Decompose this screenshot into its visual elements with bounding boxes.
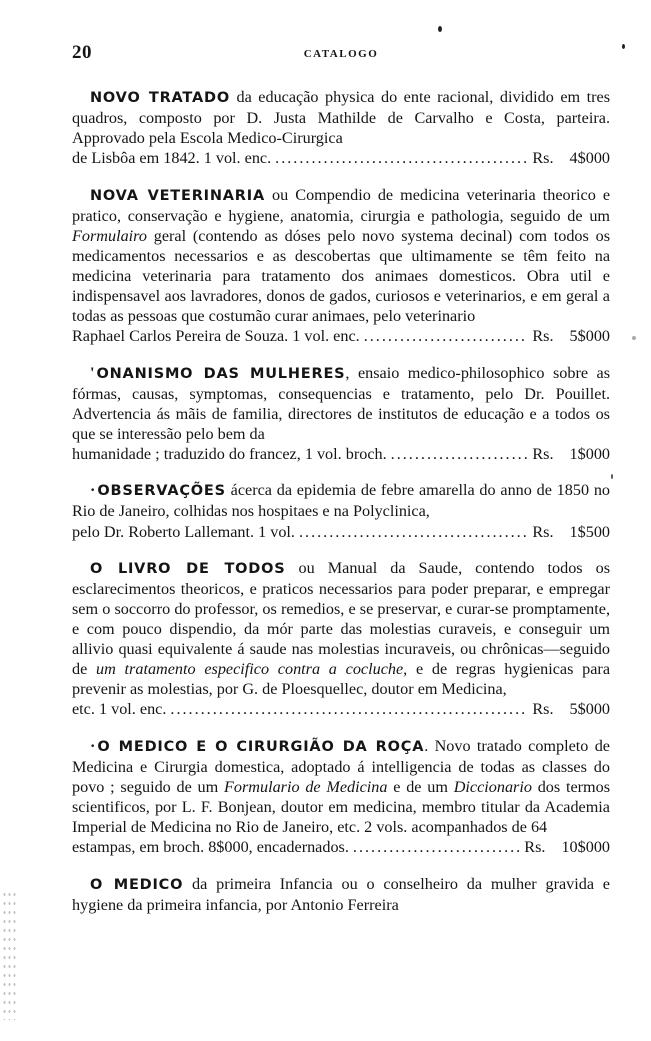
entry-currency: Rs. (532, 327, 554, 346)
entry-description: dos termos scientificos, por L. F. Bonjean, doutor em medicina, membro titular da Academia Imperial de Medicina no Rio de Janeiro, etc. 2 vols. acompanhados de 64 (72, 777, 611, 837)
catalog-entry (72, 185, 610, 347)
entry-mark: · (90, 736, 96, 755)
entry-description: , ensaio medico-philosophico sobre as fórmas, causas, symptomas, consequencias e tratamento, pelo Dr. Pouillet. Advertencia ás mãis de familia, directores de institutos de educação e a todos os que se interessão pelo bem da (72, 363, 610, 443)
entry-price: 4$000 (569, 149, 610, 168)
entry-italic-title: Formulairo (72, 226, 147, 245)
entry-currency: Rs. (532, 522, 554, 541)
entry-heading: O MEDICO E O CIRURGIÃO DA ROÇA (97, 738, 425, 755)
entry-heading: O LIVRO DE TODOS (90, 560, 286, 577)
catalog-entry (72, 558, 610, 720)
entry-price: 1$000 (569, 445, 610, 464)
entry-price-lead: Raphael Carlos Pereira de Souza. 1 vol. enc. (72, 327, 360, 346)
entry-description: . Novo tratado completo de Medicina e Cirurgia domestica, adoptado á intelligencia de todas as classes do povo ; seguido de um (72, 736, 610, 796)
entry-italic-title: Formulario de Medicina (224, 777, 388, 796)
catalog-entry (72, 736, 610, 858)
entry-heading: NOVO TRATADO (90, 90, 230, 107)
scan-speck (438, 26, 442, 32)
entry-heading: OBSERVAÇÕES (97, 483, 226, 500)
entry-price-line (72, 837, 610, 857)
entry-price: 5$000 (569, 700, 610, 719)
scan-margin-noise (2, 890, 16, 1020)
entry-description: ácerca da epidemia de febre amarella do anno de 1850 no Rio de Janeiro, colhidas nos hospitaes e na Polyclinica, (72, 481, 611, 521)
page-header (72, 42, 610, 66)
entry-italic-title: um tratamento especifico contra a cocluche (96, 660, 404, 679)
entry-price: 5$000 (569, 327, 610, 346)
running-title: CATALOGO (303, 48, 379, 60)
entry-description: ou Compendio de medicina veterinaria theorico e pratico, conservação e hygiene, anatomia, cirurgia e pathologia, seguido de um (72, 185, 610, 225)
leader-dots (364, 326, 529, 346)
entry-mark: · (90, 481, 96, 500)
entry-currency: Rs. (524, 838, 546, 857)
entry-price-lead: de Lisbôa em 1842. 1 vol. enc. (72, 149, 272, 168)
entry-currency: Rs. (532, 445, 554, 464)
entry-price-lead: humanidade ; traduzido do francez, 1 vol. broch. (72, 445, 387, 464)
entry-price-lead: etc. 1 vol. enc. (72, 700, 167, 719)
leader-dots (170, 699, 528, 719)
leader-dots (275, 148, 528, 168)
scan-speck (622, 44, 625, 49)
catalog-entry (72, 480, 610, 541)
catalog-entries (72, 71, 610, 923)
entry-currency: Rs. (532, 700, 554, 719)
entry-description: geral (contendo as dóses pelo novo systema decinal) com todos os medicamentos necessarios e as descobertas que ultimamente se têm feito na medicina veterinaria para tratamento dos animaes domesticos. Obra util e indispensavel aos lavradores, donos de gados, curiosos e veterinarios, e em geral a todas as pessoas que costumão curar animaes, pelo veterinario (72, 226, 611, 326)
scan-speck (611, 474, 613, 479)
entry-heading: ONANISMO DAS MULHERES (96, 365, 346, 382)
page-number: 20 (72, 42, 92, 63)
entry-description: e de um (393, 777, 448, 796)
entry-price-lead: pelo Dr. Roberto Lallemant. 1 vol. (72, 522, 295, 541)
leader-dots (391, 444, 529, 464)
scan-speck (632, 336, 636, 340)
entry-heading: O MEDICO (90, 876, 184, 893)
entry-price-line (72, 522, 610, 542)
entry-mark: ' (90, 363, 95, 382)
entry-price-line (72, 444, 610, 464)
entry-heading: NOVA VETERINARIA (90, 187, 265, 204)
entry-price-line (72, 699, 610, 719)
entry-description: da primeira Infancia ou o conselheiro da mulher gravida e hygiene da primeira infancia, por Antonio Ferreira (72, 874, 610, 914)
entry-price-line (72, 148, 610, 168)
entry-price-lead: estampas, em broch. 8$000, encadernados. (72, 838, 349, 857)
entry-currency: Rs. (532, 149, 554, 168)
catalog-entry (72, 87, 610, 168)
entry-description: , e de regras hygienicas para prevenir as molestias, por G. de Ploesquellec, doutor em Medicina, (72, 660, 611, 699)
entry-description: da educação physica do ente racional, dividido em tres quadros, composto por D. Justa Mathilde de Carvalho e Costa, parteira. Approvado pela Escola Medico-Cirurgica (72, 88, 610, 148)
leader-dots (299, 522, 528, 542)
entry-italic-title: Diccionario (453, 777, 532, 796)
catalog-entry (72, 874, 610, 915)
entry-price-line (72, 326, 610, 346)
entry-description: ou Manual da Saude, contendo todos os esclarecimentos theoricos, e praticos necessarios para poder preparar, e empregar sem o soccorro do professor, os remedios, e se preservar, e curar-se promptamente, e com pouco dispendio, da mór parte das molestias curaveis, e conseguir um allivio quasi equivalente á saude nas molestias incuraveis, ou chrônicas—seguido de (72, 558, 611, 679)
catalog-entry (72, 363, 610, 464)
entry-price: 1$500 (569, 522, 610, 541)
entry-price: 10$000 (561, 838, 610, 857)
leader-dots (353, 837, 520, 857)
